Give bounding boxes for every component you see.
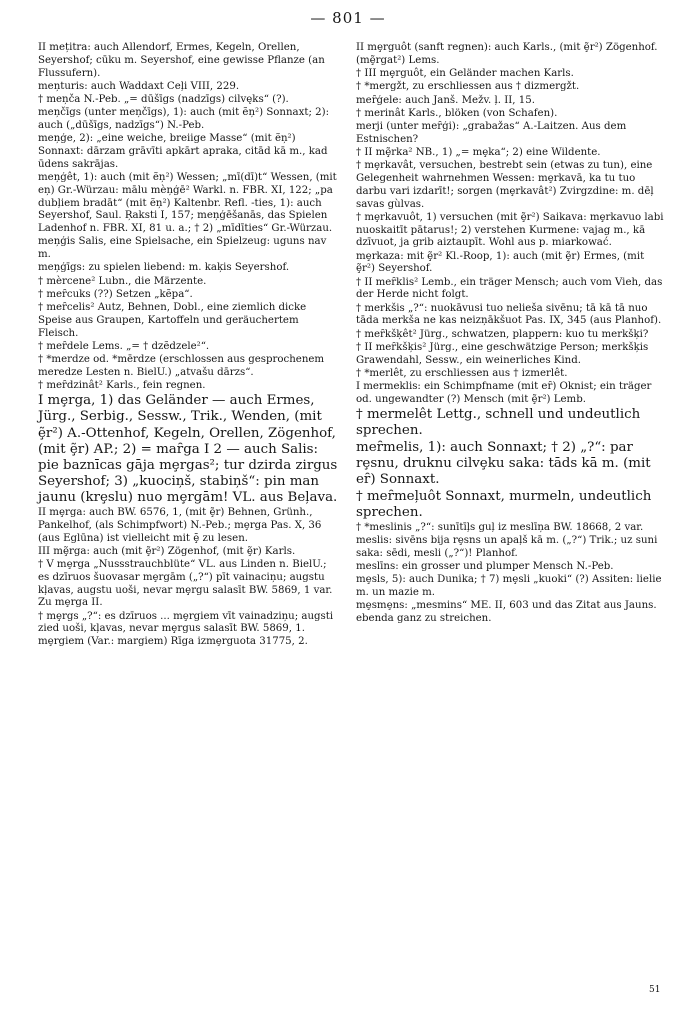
dictionary-entry: mȩrkaza: mit ȩ̃r² Kl.-Roop, 1): auch (mit ȩ̃r) Ermes, (mit ȩ̃r²) Seyershof. <box>356 250 645 275</box>
dictionary-entry: † meņča N.-Peb. „= dūšīgs (nadzīgs) cilvęks“ (?). <box>38 94 289 105</box>
dictionary-entry: meņčīgs (unter meņčīgs), 1): auch (mit ẽņ²) Sonnaxt; 2): auch („dūšīgs, nadzīgs“) N.-Peb. <box>38 107 330 131</box>
dictionary-entry: † III mȩrguôt, ein Geländer machen Karls. <box>356 68 574 79</box>
dictionary-entry: † *merdze od. *mērdze (erschlossen aus gesprochenem meredze Lesten n. BielU.) „atvašu dārzs“. <box>38 354 325 378</box>
dictionary-entry: meņģe, 2): „eine weiche, breiige Masse“ (mit ẽņ²) Sonnaxt: dārzam grāvīti apkārt apraka, citād kā m., kad ūdens sakrājas. <box>38 133 328 170</box>
dictionary-entry: meņturis: auch Waddaxt Ceļi VIII, 229. <box>38 80 240 92</box>
page-number: — 801 — <box>310 9 386 27</box>
dictionary-entry: meņģīgs: zu spielen liebend: m. kaķis Seyershof. <box>38 262 290 274</box>
dictionary-entry: † II meȓklis² Lemb., ein träger Mensch; auch vom Vieh, das der Herde nicht folgt. <box>356 276 663 301</box>
dictionary-entry: mȩsmȩns: „mesmins“ ME. II, 603 und das Zitat aus Jauns. ebenda ganz zu streichen. <box>356 600 657 625</box>
dictionary-entry: † II meȓkšķis² Jürg., eine geschwätzige Person; merkšķis Grawendahl, Sessw., ein weinerliches Kind. <box>356 341 649 366</box>
dictionary-entry: meȓmelis, 1): auch Sonnaxt; † 2) „?“: par rȩsnu, druknu cilvȩku saka: tāds kā m. (mit eȓ) Sonnaxt. <box>356 439 651 488</box>
footer-mark: 51 <box>649 985 661 995</box>
dictionary-entry: † mèrcene² Lubn., die Märzente. <box>38 275 207 287</box>
dictionary-entry: † mermelêt Lettg., schnell und undeutlich sprechen. <box>356 407 641 439</box>
dictionary-entry: III mȩ̃rga: auch (mit ȩ̃r²) Zögenhof, (mit ȩ̃r) Karls. <box>38 545 296 557</box>
dictionary-entry: † II mȩ̃rka² NB., 1) „= mȩka“; 2) eine Wildente. <box>356 147 601 158</box>
dictionary-entry: † merkšis „?“: nuokāvusi tuo nelieša sivēnu; tā kā tā nuo tāda merkša ne kas neizņākšuot Pas. IX, 345 (aus Planhof). <box>356 302 662 327</box>
left-column <box>38 42 340 649</box>
dictionary-entry: † mȩrgs „?“: es dzīruos ... mȩrgiem vīt vainadziņu; augsti zied uoši, kļavas, nevar mȩrgus salasīt BW. 5869, 1. mȩrgiem (Var.: margiem) Rīga izmȩrguota 31775, 2. <box>38 610 334 648</box>
dictionary-entry: II mețitra: auch Allendorf, Ermes, Kegeln, Orellen, Seyershof; cūku m. Seyershof, eine gewisse Pflanze (an Flussufern). <box>38 42 325 79</box>
dictionary-entry: meņģis Salis, eine Spielsache, ein Spielzeug: uguns nav m. <box>38 236 327 260</box>
dictionary-entry: † meȓkšķêt² Jürg., schwatzen, plappern: kuo tu merkšķi? <box>356 328 649 340</box>
dictionary-entry: † mȩrkavuôt, 1) versuchen (mit ȩ̃r²) Saikava: mȩrkavuo labi nuoskaitīt pātarus!; 2) verstehen Kurmene: vajag m., kā dzīvuot, ja grib aiztaupīt. Wohl aus p. miarkować. <box>356 211 664 249</box>
dictionary-entry: II mȩrguôt (sanft regnen): auch Karls., (mit ȩ̃r²) Zögenhof. (mȩ̃rgat²) Lems. <box>356 42 658 66</box>
dictionary-entry: mȩsls, 5): auch Dunika; † 7) mȩsli „kuoki“ (?) Assiten: lielie m. un mazie m. <box>356 574 662 599</box>
dictionary-entry: † meȓdele Lems. „= † dzẽdzele²“. <box>38 340 210 352</box>
dictionary-entry: I mermeklis: ein Schimpfname (mit eȓ) Oknist; ein träger od. ungewandter (?) Mensch (mit ȩ̃r²) Lemb. <box>356 381 652 405</box>
dictionary-entry: I mȩrga, 1) das Geländer — auch Ermes, Jürg., Serbig., Sessw., Trik., Wenden, (mit ȩ̃r²) A.-Ottenhof, Kegeln, Orellen, Zögenhof, (mit ȩ̃r) AP.; 2) = maȓga I 2 — auch Salis: pie baznīcas gāja mȩrgas²; tur dzirda zirgus Seyershof; 3) „kuociņš, stabiņš“: pin man jaunu (krȩslu) nuo mȩrgām! VL. aus Beļava. <box>38 393 338 506</box>
dictionary-entry: † *meslinis „?“: sunītīļs guļ iz meslīņa BW. 18668, 2 var. <box>356 521 644 533</box>
dictionary-entry: † V mȩrga „Nussstrauchblüte“ VL. aus Linden n. BielU.; es dzīruos šuovasar mȩrgām („?“) pīt vainaciņu; augstu kļavas, augstu uoši, nevar mȩrgu salasīt BW. 5869, 1 var. Zu mȩrga II. <box>38 559 333 609</box>
right-column <box>356 42 664 626</box>
dictionary-entry: meslīns: ein grosser und plumper Mensch N.-Peb. <box>356 561 614 573</box>
dictionary-entry: † *mergžt, zu erschliessen aus † dizmergžt. <box>356 81 580 93</box>
dictionary-entry: † meȓcuks (??) Setzen „kẽpa“. <box>38 288 193 300</box>
dictionary-entry: † meȓdzinât² Karls., fein regnen. <box>38 380 206 391</box>
dictionary-entry: † merinât Karls., blöken (von Schafen). <box>356 107 558 119</box>
dictionary-entry: † *merlêt, zu erschliessen aus † izmerlêt. <box>356 367 568 379</box>
dictionary-entry: meslis: sivēns bija rȩsns un apaļš kā m. („?“) Trik.; uz suni saka: sēdi, mesli („?“)! Planhof. <box>356 535 658 559</box>
dictionary-entry: † meȓcelis² Autz, Behnen, Dobl., eine ziemlich dicke Speise aus Graupen, Kartoffeln und geräuchertem Fleisch. <box>38 302 307 339</box>
dictionary-entry: meņģêt, 1): auch (mit ẽņ²) Wessen; „mī(dī)t“ Wessen, (mit eņ) Gr.-Würzau: mālu mèņģē² Warkl. n. FBR. XI, 122; „pa dubļiem bradāt“ (mit ẽņ²) Kaltenbr. Refl. -ties, 1): auch Seyershof, Saul. Ŗaksti I, 157; meņģēšanās, das Spielen Ladenhof n. FBR. XI, 81 u. a.; † 2) „mīdīties“ Gr.-Würzau. <box>38 172 337 234</box>
dictionary-entry: merji (unter meȓģi): „grabažas“ A.-Laitzen. Aus dem Estnischen? <box>356 121 627 145</box>
dictionary-entry: II mȩrga: auch BW. 6576, 1, (mit ȩ̃r) Behnen, Grünh., Pankelhof, (als Schimpfwort) N.-Peb.; mȩrga Pas. X, 36 (aus Eglūna) ist vielleicht mit ȩ̄ zu lesen. <box>38 507 322 544</box>
dictionary-entry: meȓģele: auch Janš. Mežv. ļ. II, 15. <box>356 94 535 106</box>
dictionary-entry: † mȩrkavât, versuchen, bestrebt sein (etwas zu tun), eine Gelegenheit wahrnehmen Wessen: mȩrkavā, ka tu tuo darbu vari izdarīt!; sorgen (mȩrkavât²) Zvirgzdine: m. dēļ savas gùlvas. <box>356 160 654 210</box>
dictionary-entry: † meȓmeļuôt Sonnaxt, murmeln, undeutlich sprechen. <box>356 489 652 521</box>
